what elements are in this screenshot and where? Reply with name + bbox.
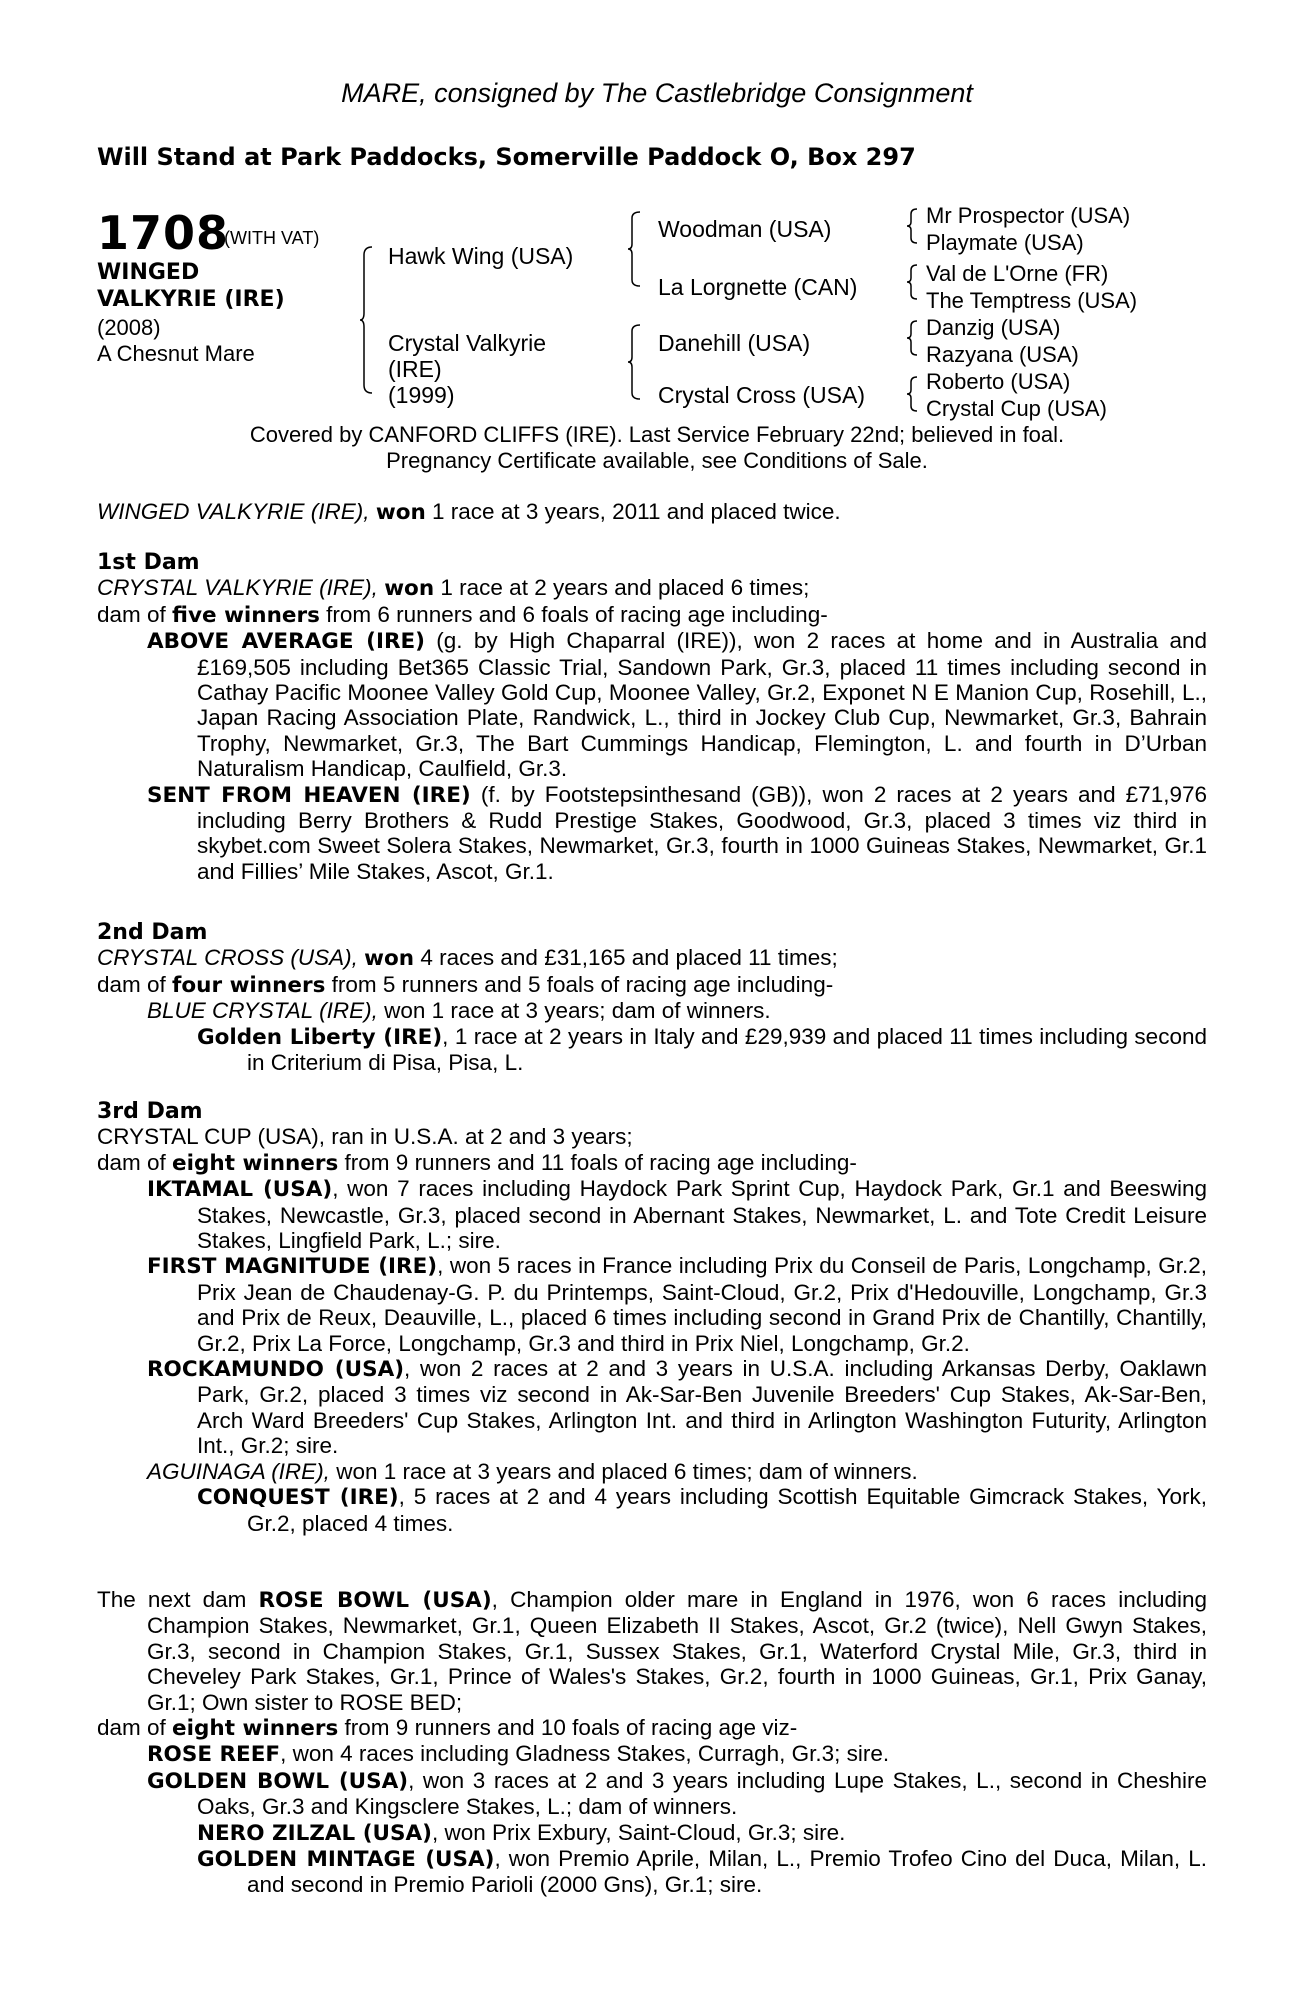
foaling-year: (2008) — [97, 315, 161, 340]
pedigree-dam-dam: Crystal Cross (USA) — [658, 382, 866, 408]
second-dam-of-label: dam of — [97, 971, 173, 997]
produce-entry — [147, 1768, 1207, 1820]
produce-text: , won 4 races including Gladness Stakes, Curragh, Gr.3; sire. — [280, 1741, 890, 1767]
pedigree-sire-sire: Woodman (USA) — [658, 216, 832, 242]
produce-text: , won 5 races in France including Prix du Conseil de Paris, Longchamp, Gr.2, Prix Jean de Chaudenay-G. P. du Printemps, Saint-Cloud, Gr.2, Prix d'Hedouville, Longchamp, Gr.3 and Prix de Reux, Deauville, L., placed 6 times including second in Grand Prix de Chantilly, Chantilly, Gr.2, Prix La Force, Longchamp, Gr.3 and third in Prix Niel, Longchamp, Gr.2. — [197, 1253, 1207, 1356]
pedigree-dam-line3: (1999) — [388, 382, 455, 408]
second-dam-winners: four winners — [172, 972, 326, 998]
produce-entry — [197, 1846, 1207, 1898]
third-dam-of-detail: from 9 runners and 11 foals of racing age including- — [338, 1149, 857, 1175]
produce-name: ABOVE AVERAGE (IRE) — [147, 629, 426, 655]
first-dam-record: 1 race at 2 years and placed 6 times; — [434, 575, 810, 601]
first-dam-winners: five winners — [172, 602, 320, 628]
pedigree-dam-sire: Danehill (USA) — [658, 330, 811, 356]
third-dam-record: CRYSTAL CUP (USA), ran in U.S.A. at 2 and 3 years; — [97, 1124, 633, 1150]
pedigree-bracket-ds — [906, 320, 922, 356]
produce-name: NERO ZILZAL (USA) — [197, 1820, 432, 1846]
next-dam-text: , Champion older mare in England in 1976, won 6 races including Champion Stakes, Newmarket, Gr.1, Queen Elizabeth II Stakes, Ascot, Gr.2 (twice), Nell Gwyn Stakes, Gr.3, second in Champion Stakes, Gr.1, Sussex Stakes, Gr.1, Waterford Crystal Mile, Gr.3, third in Cheveley Park Stakes, Gr.1, Prince of Wales's Stakes, Gr.2, fourth in 1000 Guineas, Gr.1, Prix Ganay, Gr.1; Own sister to ROSE BED; — [147, 1587, 1208, 1715]
summary-won: won — [375, 500, 426, 525]
produce-text: , won 2 races at 2 and 3 years in U.S.A. including Arkansas Derby, Oaklawn Park, Gr.2, placed 3 times viz second in Ak-Sar-Ben Juvenile Breeders' Cup Stakes, Ak-Sar-Ben, Arch Ward Breeders' Cup Stakes, Arlington Int. and third in Arlington Washington Futurity, Arlington Int., Gr.2; sire. — [197, 1356, 1207, 1459]
produce-text: won 1 race at 3 years; dam of winners. — [377, 998, 771, 1024]
produce-entry — [147, 1176, 1207, 1253]
third-dam-winners: eight winners — [172, 1150, 339, 1176]
first-dam-won: won — [384, 576, 435, 602]
horse-description: A Chesnut Mare — [97, 341, 255, 366]
pedigree-dds: Roberto (USA) — [926, 369, 1071, 394]
produce-text: , 5 races at 2 and 4 years including Scottish Equitable Gimcrack Stakes, York, Gr.2, placed 4 times. — [247, 1484, 1207, 1536]
produce-name: SENT FROM HEAVEN (IRE) — [147, 782, 471, 808]
first-dam-of-detail: from 6 runners and 6 foals of racing age including- — [319, 601, 828, 627]
produce-text: , won 7 races including Haydock Park Sprint Cup, Haydock Park, Gr.1 and Beeswing Stakes, Newcastle, Gr.3, placed second in Abernant Stakes, Newmarket, L. and Tote Credit Leisure Stakes, Lingfield Park, L.; sire. — [197, 1176, 1207, 1254]
pedigree-dam-line1: Crystal Valkyrie — [388, 330, 547, 356]
second-dam-of-detail: from 5 runners and 5 foals of racing age including- — [325, 971, 834, 997]
produce-name: BLUE CRYSTAL (IRE), — [147, 998, 378, 1024]
third-dam-heading: 3rd Dam — [97, 1099, 203, 1124]
second-dam-name: CRYSTAL CROSS (USA), — [97, 945, 358, 971]
pedigree-dsd: Razyana (USA) — [926, 342, 1079, 367]
produce-name: AGUINAGA (IRE), — [147, 1458, 330, 1484]
produce-entry — [147, 998, 1207, 1023]
produce-name: ROCKAMUNDO (USA) — [147, 1357, 405, 1383]
produce-name: Golden Liberty (IRE) — [197, 1024, 443, 1050]
next-dam-of-label: dam of — [97, 1715, 173, 1741]
produce-entry — [197, 1024, 1207, 1076]
produce-text: , 1 race at 2 years in Italy and £29,939 and placed 11 times including second in Criterium di Pisa, Pisa, L. — [247, 1023, 1207, 1076]
stand-location: Will Stand at Park Paddocks, Somerville Paddock O, Box 297 — [97, 143, 916, 171]
horse-name-line1: WINGED — [97, 260, 200, 285]
first-dam-section — [97, 550, 1207, 884]
pedigree-sire-dam: La Lorgnette (CAN) — [658, 274, 858, 300]
produce-entry — [147, 1356, 1207, 1459]
produce-name: GOLDEN BOWL (USA) — [147, 1768, 409, 1794]
next-dam-record — [97, 1587, 1207, 1715]
pedigree-ddd: Crystal Cup (USA) — [926, 396, 1107, 421]
third-dam-section — [97, 1099, 1207, 1536]
next-dam-lead: The next dam — [97, 1587, 259, 1612]
produce-entry — [147, 782, 1207, 885]
pedigree-dss: Danzig (USA) — [926, 315, 1061, 340]
first-dam-heading: 1st Dam — [97, 550, 200, 575]
pedigree-bracket-sd — [906, 264, 922, 300]
second-dam-won: won — [364, 946, 415, 972]
first-dam-name: CRYSTAL VALKYRIE (IRE), — [97, 575, 378, 601]
produce-entry — [197, 1484, 1207, 1536]
pedigree-sds: Val de L'Orne (FR) — [926, 261, 1109, 286]
pedigree-sdd: The Temptress (USA) — [926, 288, 1138, 313]
next-dam-name: ROSE BOWL (USA) — [258, 1588, 492, 1613]
produce-entry — [147, 1459, 1207, 1484]
summary-rest: 1 race at 3 years, 2011 and placed twice. — [425, 499, 841, 524]
produce-text: won 1 race at 3 years and placed 6 times; dam of winners. — [329, 1458, 918, 1484]
produce-name: CONQUEST (IRE) — [197, 1485, 399, 1511]
produce-text: , won Prix Exbury, Saint-Cloud, Gr.3; sire. — [431, 1819, 846, 1845]
next-dam-of-detail: from 9 runners and 10 foals of racing age viz- — [338, 1715, 798, 1741]
horse-name-line2: VALKYRIE (IRE) — [97, 287, 285, 312]
second-dam-record: 4 races and £31,165 and placed 11 times; — [414, 945, 838, 971]
race-summary — [97, 499, 1207, 525]
pedigree-bracket-dd — [906, 376, 922, 412]
produce-text: (f. by Footstepsinthesand (GB)), won 2 races at 2 years and £71,976 including Berry Brothers & Rudd Prestige Stakes, Goodwood, Gr.3, placed 3 times viz third in skybet.com Sweet Solera Stakes, Newmarket, Gr.3, fourth in 1000 Guineas Stakes, Newmarket, Gr.1 and Fillies’ Mile Stakes, Ascot, Gr.1. — [197, 781, 1207, 884]
produce-entry — [147, 1253, 1207, 1356]
cover-note-line1: Covered by CANFORD CLIFFS (IRE). Last Service February 22nd; believed in foal. — [249, 422, 1065, 447]
page-title: MARE, consigned by The Castlebridge Consignment — [341, 78, 973, 108]
produce-name: ROSE REEF — [147, 1742, 281, 1768]
pedigree-bracket-gen1 — [360, 245, 380, 395]
pedigree-dam-line2: (IRE) — [388, 356, 442, 382]
vat-note: (WITH VAT) — [224, 228, 320, 248]
cover-note-line2: Pregnancy Certificate available, see Conditions of Sale. — [386, 448, 928, 473]
produce-text: , won Premio Aprile, Milan, L., Premio Trofeo Cino del Duca, Milan, L. and second in Premio Parioli (2000 Gns), Gr.1; sire. — [247, 1846, 1208, 1898]
produce-name: GOLDEN MINTAGE (USA) — [197, 1847, 495, 1873]
lot-number: 1708 — [97, 206, 230, 260]
produce-entry — [147, 1741, 1207, 1767]
pedigree-bracket-sire — [628, 210, 648, 288]
produce-text: , won 3 races at 2 and 3 years including Lupe Stakes, L., second in Cheshire Oaks, Gr.3 and Kingsclere Stakes, L.; dam of winners. — [197, 1767, 1208, 1820]
next-dam-section — [97, 1587, 1207, 1898]
produce-entry — [197, 1820, 1207, 1846]
pedigree-bracket-ss — [906, 208, 922, 244]
first-dam-of-label: dam of — [97, 601, 173, 627]
pedigree-bracket-dam — [628, 323, 648, 401]
produce-entry — [147, 628, 1207, 781]
pedigree-sss: Mr Prospector (USA) — [926, 203, 1131, 228]
summary-name: WINGED VALKYRIE (IRE), — [97, 499, 370, 524]
third-dam-of-label: dam of — [97, 1149, 173, 1175]
produce-text: (g. by High Chaparral (IRE)), won 2 races at home and in Australia and £169,505 including Bet365 Classic Trial, Sandown Park, Gr.3, placed 11 times including second in Cathay Pacific Moonee Valley Gold Cup, Moonee Valley, Gr.2, Exponet N E Manion Cup, Rosehill, L., Japan Racing Association Plate, Randwick, L., third in Jockey Club Cup, Newmarket, Gr.3, Bahrain Trophy, Newmarket, Gr.3, The Bart Cummings Handicap, Flemington, L. and fourth in D’Urban Naturalism Handicap, Caulfield, Gr.3. — [197, 628, 1207, 782]
pedigree-sire: Hawk Wing (USA) — [388, 243, 574, 269]
next-dam-winners: eight winners — [172, 1716, 339, 1742]
second-dam-heading: 2nd Dam — [97, 920, 208, 945]
produce-name: FIRST MAGNITUDE (IRE) — [147, 1254, 438, 1280]
second-dam-section — [97, 920, 1207, 1075]
pedigree-ssd: Playmate (USA) — [926, 230, 1084, 255]
produce-name: IKTAMAL (USA) — [147, 1177, 333, 1203]
